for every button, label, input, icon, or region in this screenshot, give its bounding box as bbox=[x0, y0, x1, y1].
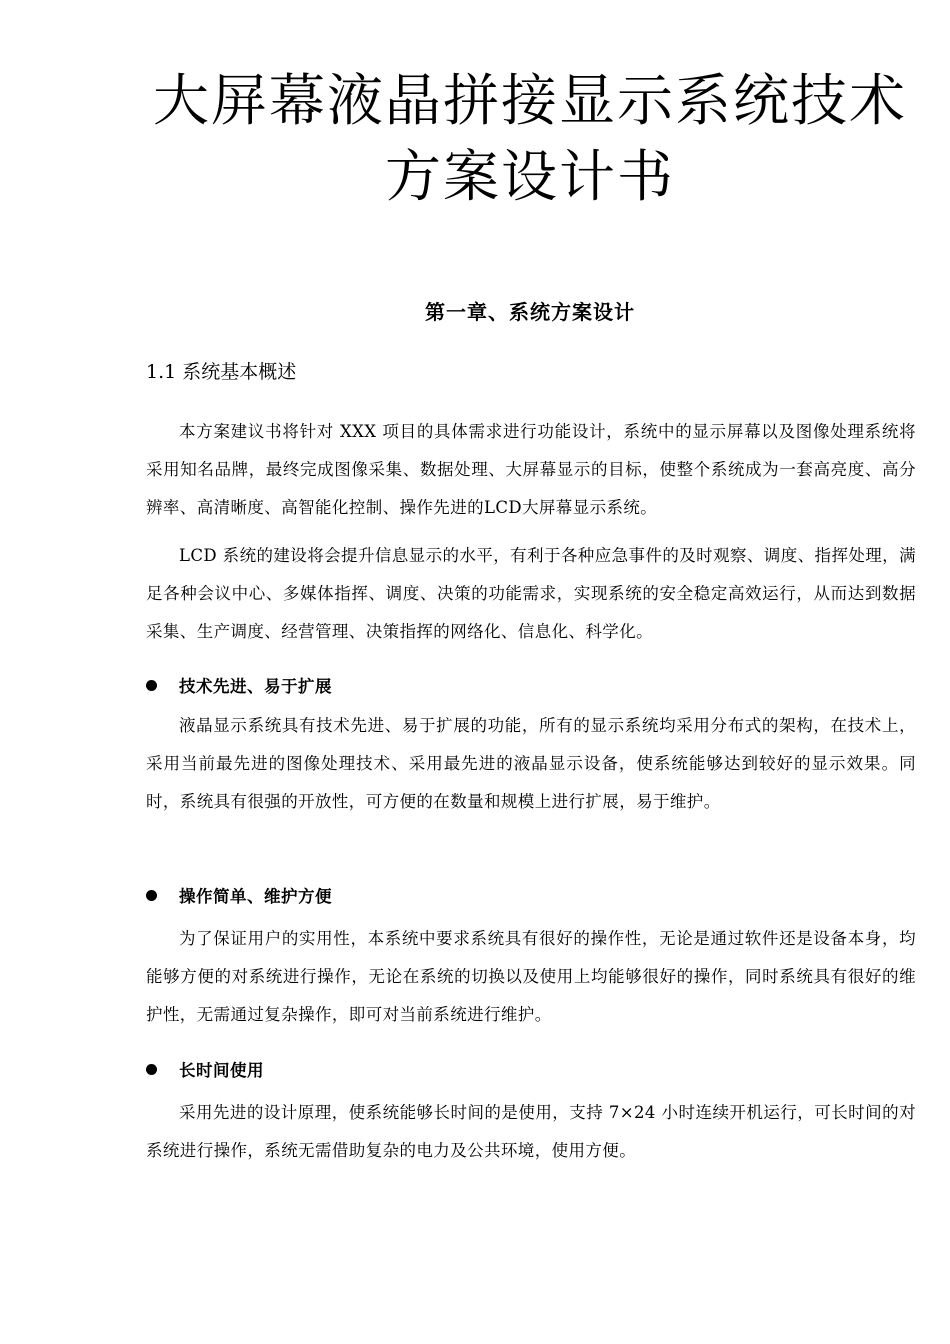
bullet-icon bbox=[146, 890, 157, 901]
document-title-line-2: 方案设计书 bbox=[385, 145, 675, 210]
feature-heading-longtime bbox=[146, 1057, 264, 1081]
chapter-heading: 第一章、系统方案设计 bbox=[425, 300, 635, 324]
section-heading: 1.1 系统基本概述 bbox=[146, 361, 297, 383]
intro-paragraph: 本方案建议书将针对 XXX 项目的具体需求进行功能设计，系统中的显示屏幕以及图像处理系统将采用知名品牌，最终完成图像采集、数据处理、大屏幕显示的目标，使整个系统成为一套高亮度、高分辨率、高清晰度、高智能化控制、操作先进的LCD大屏幕显示系统。 bbox=[146, 422, 916, 517]
feature-body-operation: 为了保证用户的实用性，本系统中要求系统具有很好的操作性，无论是通过软件还是设备本身，均能够方便的对系统进行操作，无论在系统的切换以及使用上均能够很好的操作，同时系统具有很好的维护性，无需通过复杂操作，即可对当前系统进行维护。 bbox=[146, 929, 916, 1024]
feature-heading-label: 技术先进、易于扩展 bbox=[179, 677, 332, 696]
bullet-icon bbox=[146, 1064, 157, 1075]
feature-body-advanced: 液晶显示系统具有技术先进、易于扩展的功能，所有的显示系统均采用分布式的架构，在技术上，采用当前最先进的图像处理技术、采用最先进的液晶显示设备，使系统能够达到较好的显示效果。同时，系统具有很强的开放性，可方便的在数量和规模上进行扩展，易于维护。 bbox=[146, 716, 916, 811]
lcd-paragraph: LCD 系统的建设将会提升信息显示的水平，有利于各种应急事件的及时观察、调度、指挥处理，满足各种会议中心、多媒体指挥、调度、决策的功能需求，实现系统的安全稳定高效运行，从而达到数据采集、生产调度、经营管理、决策指挥的网络化、信息化、科学化。 bbox=[146, 546, 916, 641]
document-title-line-1: 大屏幕液晶拼接显示系统技术 bbox=[153, 69, 907, 134]
feature-body-longtime: 采用先进的设计原理，使系统能够长时间的是使用，支持 7×24 小时连续开机运行，可长时间的对系统进行操作，系统无需借助复杂的电力及公共环境，使用方便。 bbox=[146, 1103, 916, 1160]
feature-heading-label: 操作简单、维护方便 bbox=[179, 887, 332, 906]
bullet-icon bbox=[146, 680, 157, 691]
feature-heading-label: 长时间使用 bbox=[179, 1061, 264, 1080]
feature-heading-operation bbox=[146, 883, 332, 907]
feature-heading-advanced bbox=[146, 673, 332, 697]
